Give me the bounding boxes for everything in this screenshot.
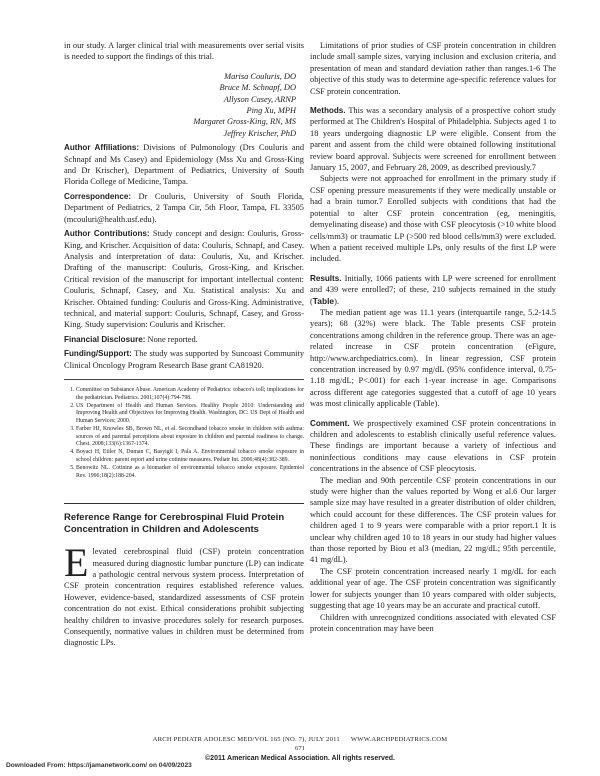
page-number: 671: [295, 745, 305, 752]
author-name: Ping Xu, MPH: [246, 106, 296, 116]
journal-footer: [0, 736, 600, 743]
disclosure-text: None reported.: [147, 334, 198, 344]
journal-citation: ARCH PEDIATR ADOLESC MED/VOL 165 (NO. 7), JULY 2011: [152, 736, 340, 743]
author-affiliations: [64, 142, 304, 188]
reference-list: [64, 379, 304, 480]
download-notice: [6, 762, 192, 769]
results-text: Initially, 1066 patients with LP were screened for enrollment and 439 were enrolled7; of these, 210 subjects remained in the study (: [310, 273, 557, 306]
body-paragraph: The CSF protein concentration increased nearly 1 mg/dL for each additional year of age. The CSF protein concentration was significantly lower for subjects younger than 10 years compared with older subjects, suggesting that age 10 years may be an accurate and practical cutoff.: [310, 566, 556, 611]
left-column: [64, 40, 304, 649]
methods-text: This was a secondary analysis of a prospective cohort study performed at The Children's Hospital of Philadelphia. Subjects aged 1 to 18 years undergoing diagnostic LP were eligible. Consent from the parent and assent from the child were obtained following institutional review board approval. Subjects were screened for enrollment between January 15, 2007, and February 28, 2009, as described previously.7: [310, 106, 556, 173]
results-label: Results.: [310, 273, 342, 283]
reference-item: 3. Farber HJ, Knowles SB, Brown NL, et al. Secondhand tobacco smoke in children with asthma: sources of and parental perceptions about exposure in children and parental readiness to change. Chest. 2008;133(6):1367-1374.: [76, 426, 304, 449]
copyright-notice: ©2011 American Medical Association. All rights reserved.: [205, 755, 395, 762]
author-name: Marisa Couluris, DO: [224, 71, 296, 81]
methods-label: Methods.: [310, 106, 346, 116]
financial-disclosure: [64, 334, 304, 345]
reference-item: 4. Boyaci H, Etiler N, Duman C, Basyigit I, Pala A. Environmental tobacco smoke exposure in school children: parent report and urine cotinine measures. Pediatr Int. 2006;48(4):382-389.: [76, 449, 304, 464]
reference-item: 5. Benowitz NL. Cotinine as a biomarker of environmental tobacco smoke exposure. Epidemiol Rev. 1996;18(2):188-204.: [76, 465, 304, 480]
correspondence-label: Correspondence:: [64, 191, 132, 201]
body-paragraph: Limitations of prior studies of CSF protein concentration in children include small sample sizes, varying inclusion and exclusion criteria, and presentation of mean and standard deviation rather than ranges.1-6 The objective of this study was to determine age-specific reference values for CSF protein concentration.: [310, 41, 556, 96]
body-paragraph: Children with unrecognized conditions associated with elevated CSF protein concentration may have been: [310, 612, 556, 633]
right-column: [310, 40, 556, 634]
journal-website[interactable]: WWW.ARCHPEDIATRICS.COM: [350, 736, 448, 743]
body-paragraph: Subjects were not approached for enrollment in the primary study if CSF opening pressure measurements if they were medically unstable or had a brain tumor.7 Enrolled subjects with conditions that had the potential to alter CSF protein concentration (eg, meningitis, demyelinating disease) and those with CSF pleocytosis (>10 white blood cells/mm3) or traumatic LP (>500 red blood cells/mm3) were excluded. When a patient received multiple LPs, only results of the first LP were included.: [310, 174, 556, 264]
correspondence: [64, 191, 304, 225]
results-section: [310, 273, 556, 307]
author-contributions: [64, 228, 304, 331]
contributions-label: Author Contributions:: [64, 229, 150, 239]
funding-label: Funding/Support:: [64, 349, 132, 359]
author-name: Allyson Casey, ARNP: [223, 94, 296, 104]
article-intro-text: levated cerebrospinal fluid (CSF) protein concentration measured during diagnostic lumbar puncture (LP) can indicate a pathologic central nervous system process. Interpretation of CSF protein concentration requires established reference values. However, evidence-based, standardized assessments of CSF protein concentration do not exist. Ethical considerations prohibit subjecting healthy children to invasive procedures solely for research purposes. Consequently, normative values in children must be determined from diagnostic LPs.: [64, 547, 304, 648]
funding-text: The study was supported by Suncoast Community Clinical Oncology Program Research Base grant CA81920.: [64, 349, 305, 370]
article-divider: [64, 503, 304, 504]
author-name: Margaret Gross-King, RN, MS: [193, 117, 296, 127]
contributions-text: Study concept and design: Couluris, Gross-King, and Krischer. Acquisition of data: Couluris, Schnapf, and Casey. Analysis and interpretation of data: Couluris, Xu, and Krischer. Drafting of the manuscript: Couluris, Gross-King, and Krischer. Critical revision of the manuscript for important intellectual content: Couluris, Schnapf, Casey, and Xu. Statistical analysis: Xu and Krischer. Obtained funding: Couluris and Gross-King. Administrative, technical, and material support: Couluris, Schnapf, Casey, and Gross-King. Study supervision: Couluris and Krischer.: [64, 229, 304, 330]
comment-label: Comment.: [310, 418, 350, 428]
download-label: Downloaded From:: [6, 762, 66, 769]
author-signature-block: [64, 71, 304, 139]
methods-section: [310, 105, 556, 173]
author-name: Bruce M. Schnapf, DO: [219, 83, 296, 93]
article-intro: [64, 540, 304, 649]
table-link[interactable]: Table: [312, 295, 335, 306]
download-date: on 04/09/2023: [148, 762, 192, 769]
comment-text: We prospectively examined CSF protein concentrations in children and adolescents to establish clinically useful reference values. These findings are important because a variety of infectious and noninfectious conditions may cause elevations in CSF protein concentrations in the absence of CSF pleocytosis.: [310, 418, 556, 474]
comment-section: [310, 418, 556, 475]
article-title: Reference Range for Cerebrospinal Fluid Protein Concentration in Children and Adolescents: [64, 512, 285, 536]
affiliations-label: Author Affiliations:: [64, 143, 140, 153]
reference-item: 1. Committee on Substance Abuse. American Academy of Pediatrics: tobacco's toll; implications for the pediatrician. Pediatrics. 2001;107(4):794-798.: [76, 387, 304, 402]
continued-paragraph: in our study. A larger clinical trial with measurements over serial visits is needed to support the findings of this trial.: [64, 41, 304, 62]
disclosure-label: Financial Disclosure:: [64, 334, 146, 344]
body-paragraph: The median patient age was 11.1 years (interquartile range, 5.2-14.5 years); 68 (32%) were black. The Table presents CSF protein concentrations among children in the reference group. There was an age-related increase in CSF protein concentration (eFigure, http://www.archpediatrics.com). In linear regression, CSF protein concentration increased by 0.97 mg/dL (95% confidence interval, 0.75-1.18 mg/dL; P<.001) for each 1-year increase in age. Comparisons across different age categories suggested that a cutoff of age 10 years was most clinically applicable (Table).: [310, 307, 556, 409]
correspondence-text: Dr Couluris, University of South Florida, Department of Pediatrics, 2 Tampa Cir, 5th Floor, Tampa, FL 33505 (mcouluri@health.usf.edu).: [64, 191, 305, 224]
drop-cap: E: [64, 540, 89, 586]
results-text-end: ).: [334, 296, 339, 306]
reference-item: 2. US Department of Health and Human Services. Healthy People 2010: Understanding and Improving Health and Objectives for Improving Health. Washington, DC: US Dept of Health and Human Services; 2000.: [76, 403, 304, 426]
affiliations-text: Divisions of Pulmonology (Drs Couluris and Schnapf and Ms Casey) and Epidemiology (Mss Xu and Gross-King and Dr Krischer), Department of Pediatrics, University of South Florida College of Medicine, Tampa.: [64, 143, 305, 187]
funding-support: [64, 348, 304, 371]
body-paragraph: The median and 90th percentile CSF protein concentrations in our study were higher than the values reported by Wong et al.6 Our larger sample size may have resulted in a greater distribution of older children, which could account for these differences. The CSF protein values for children aged 1 to 9 years were comparable with a prior report.1 It is unclear why children aged 10 to 18 years in our study had higher values than those reported by Biou et al3 (median, 22 mg/dL; 95th percentile, 41 mg/dL).: [310, 475, 556, 565]
download-url[interactable]: https://jamanetwork.com/: [67, 762, 148, 769]
author-name: Jeffrey Krischer, PhD: [223, 128, 296, 138]
